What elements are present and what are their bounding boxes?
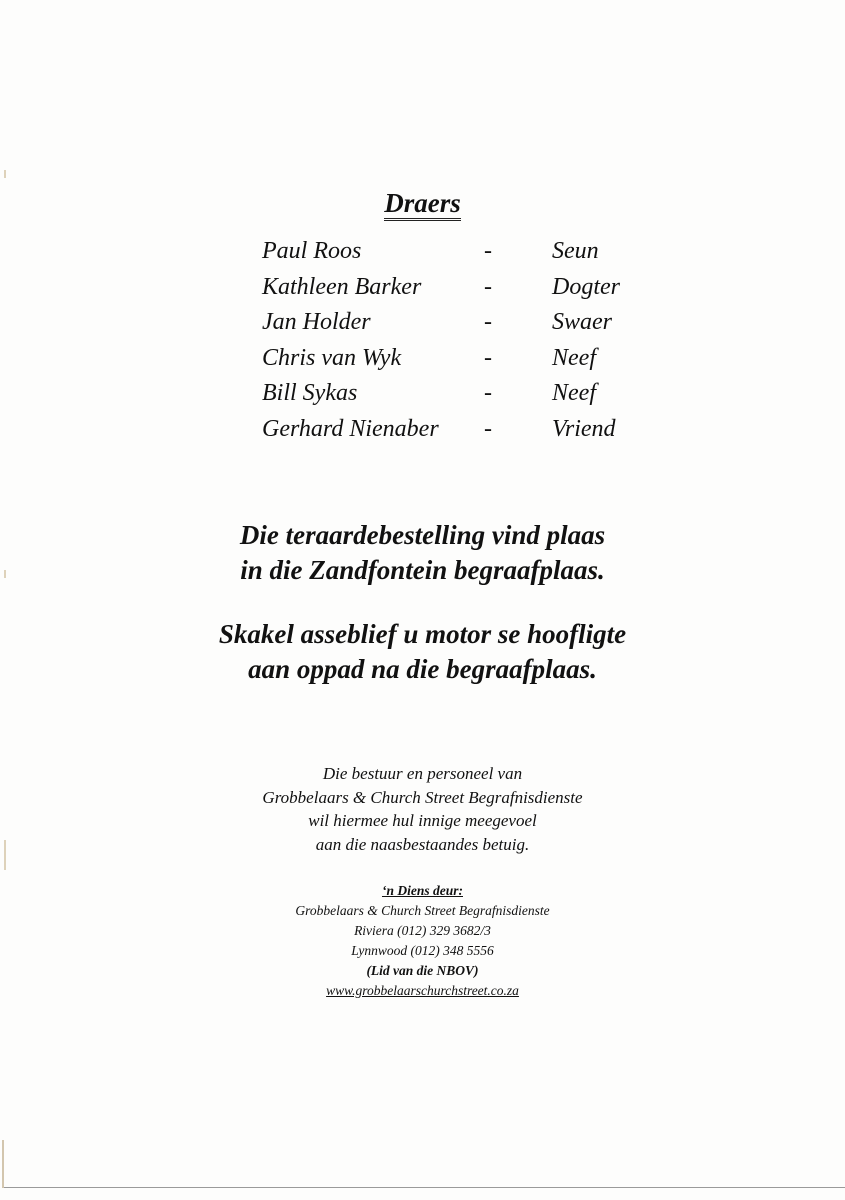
- bearer-name: Kathleen Barker: [262, 273, 422, 300]
- company-name: Grobbelaars & Church Street Begrafnisdienste: [295, 903, 550, 918]
- pallbearers-heading: [0, 188, 845, 219]
- headlights-line: aan oppad na die begraafplaas.: [248, 654, 597, 684]
- condolence-line: Grobbelaars & Church Street Begrafnisdienste: [262, 787, 583, 807]
- bearer-name: Chris van Wyk: [262, 344, 402, 371]
- scan-speck: [4, 170, 6, 178]
- bearer-name: Paul Roos: [262, 238, 362, 264]
- pallbearer-row: [262, 309, 662, 345]
- bearer-relation: Dogter: [552, 273, 620, 300]
- pallbearer-row: [262, 345, 662, 381]
- burial-line: in die Zandfontein begraafplaas.: [240, 555, 605, 585]
- condolence-message: [0, 762, 845, 856]
- pallbearer-row: [262, 416, 662, 452]
- headlights-notice: [0, 617, 845, 687]
- bearer-relation: Neef: [552, 344, 596, 371]
- website-link[interactable]: www.grobbelaarschurchstreet.co.za: [326, 983, 519, 998]
- headlights-line: Skakel asseblief u motor se hoofligte: [218, 619, 627, 649]
- bearer-relation: Vriend: [552, 415, 616, 442]
- membership-note: (Lid van die NBOV): [366, 963, 479, 978]
- pallbearer-row: [262, 274, 662, 310]
- separator: -: [484, 415, 492, 442]
- burial-line: Die teraardebestelling vind plaas: [239, 520, 606, 550]
- bearer-relation: Seun: [552, 238, 599, 264]
- separator: -: [484, 380, 492, 406]
- pallbearer-row: [262, 238, 662, 274]
- separator: -: [484, 238, 492, 264]
- bearer-relation: Swaer: [552, 309, 612, 335]
- condolence-line: aan die naasbestaandes betuig.: [315, 834, 530, 854]
- condolence-line: wil hiermee hul innige meegevoel: [308, 811, 537, 830]
- bearer-name: Gerhard Nienaber: [262, 415, 439, 442]
- pallbearers-list: [262, 238, 662, 451]
- burial-notice: [0, 518, 845, 588]
- bearer-name: Jan Holder: [262, 309, 371, 335]
- bearer-relation: Neef: [552, 380, 596, 406]
- condolence-line: Die bestuur en personeel van: [322, 764, 523, 783]
- service-provider-block: [0, 881, 845, 1001]
- phone-lynnwood: Lynnwood (012) 348 5556: [351, 943, 494, 958]
- page-edge-left: [2, 1140, 4, 1188]
- service-title: ‘n Diens deur:: [381, 883, 463, 898]
- pallbearer-row: [262, 380, 662, 416]
- bearer-name: Bill Sykas: [262, 380, 358, 406]
- separator: -: [484, 309, 492, 335]
- separator: -: [484, 273, 492, 300]
- phone-riviera: Riviera (012) 329 3682/3: [354, 923, 491, 938]
- heading-text: Draers: [384, 188, 461, 221]
- separator: -: [484, 344, 492, 371]
- page-edge: [4, 1187, 845, 1188]
